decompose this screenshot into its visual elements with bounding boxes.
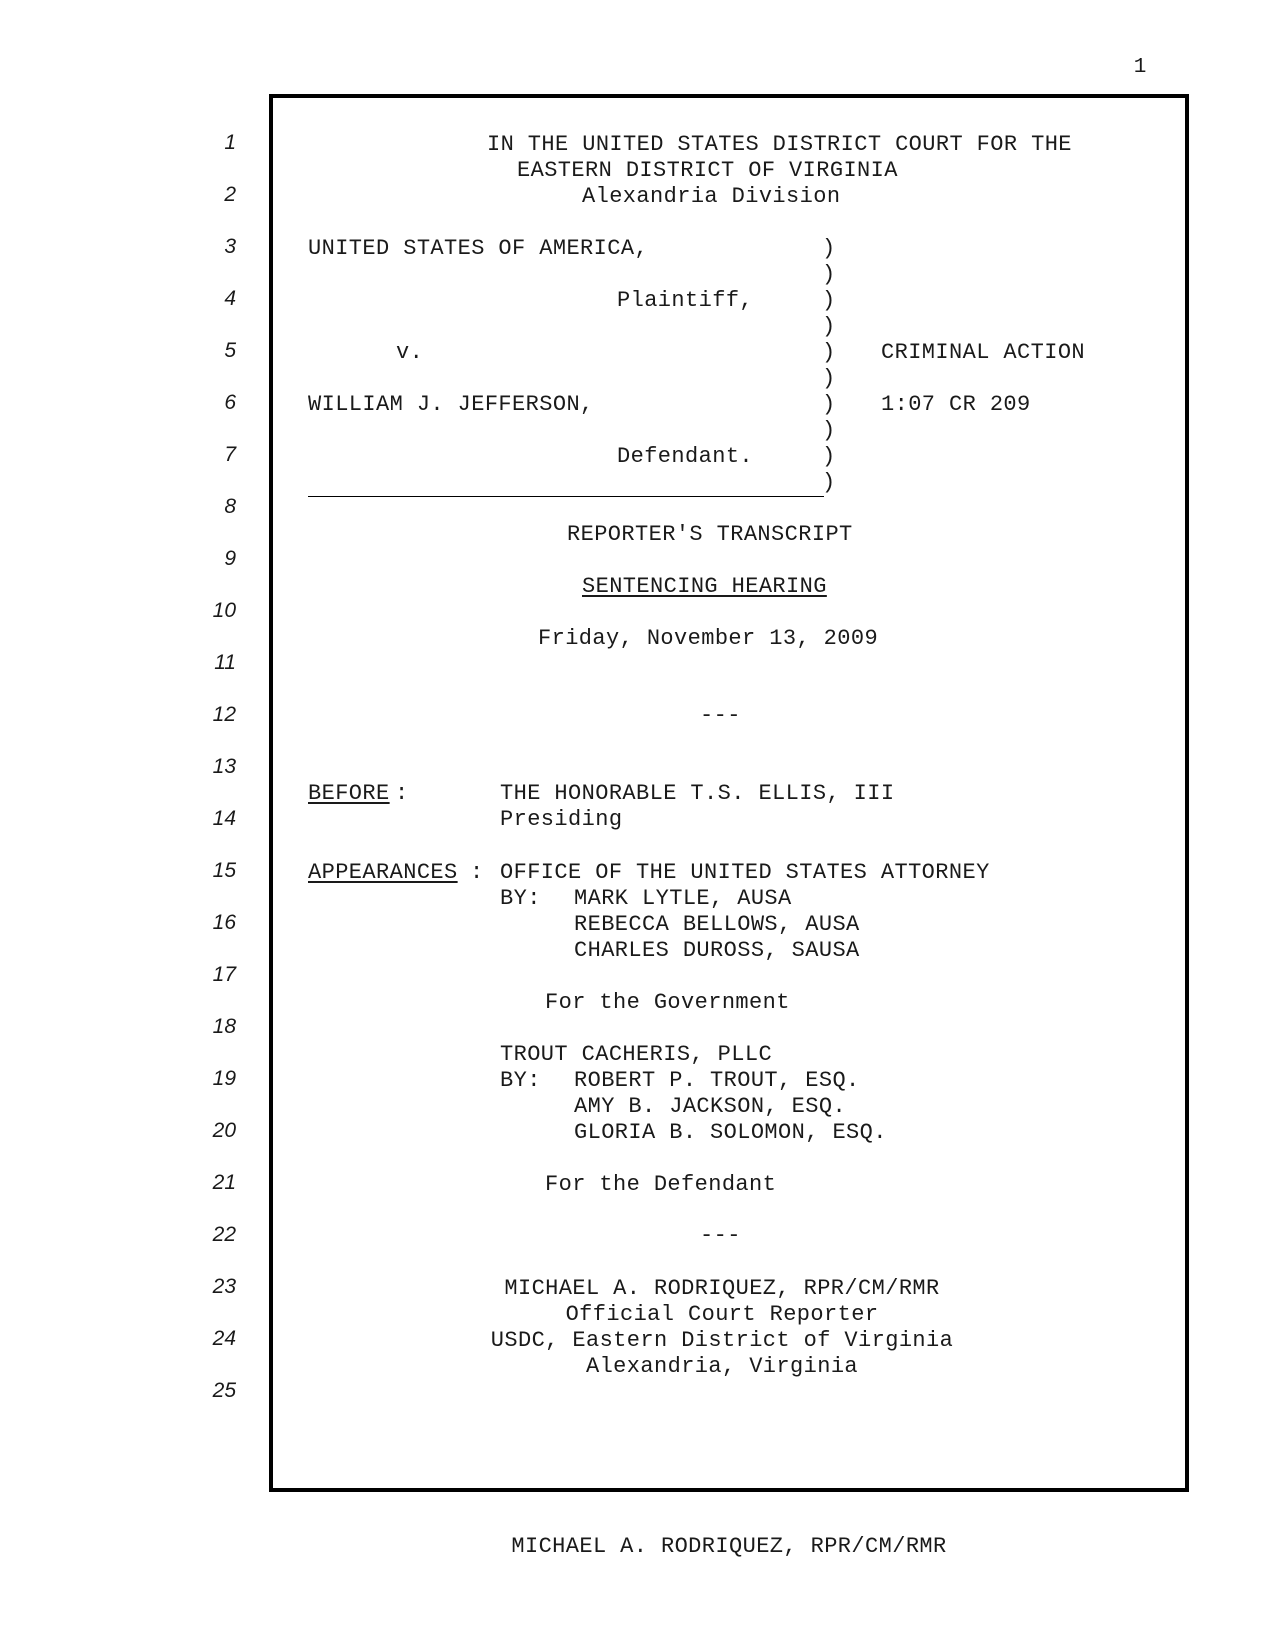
presiding: Presiding xyxy=(500,807,623,832)
caption-paren: ) xyxy=(822,392,836,417)
line-number: 15 xyxy=(212,859,236,882)
before-label: BEFORE xyxy=(308,781,390,806)
section-divider: --- xyxy=(700,703,741,728)
defense-attorney: GLORIA B. SOLOMON, ESQ. xyxy=(574,1120,887,1145)
caption-paren: ) xyxy=(822,288,836,313)
line-number: 16 xyxy=(212,911,236,934)
line-number: 24 xyxy=(212,1327,236,1350)
for-government: For the Government xyxy=(545,990,790,1015)
court-heading-line2: EASTERN DISTRICT OF VIRGINIA xyxy=(517,158,898,183)
before-colon: : xyxy=(395,781,409,806)
line-number: 2 xyxy=(224,183,236,206)
line-number: 11 xyxy=(214,651,236,674)
defense-attorney: ROBERT P. TROUT, ESQ. xyxy=(574,1068,860,1093)
line-number: 12 xyxy=(212,703,236,726)
caption-paren: ) xyxy=(822,418,836,443)
line-number: 9 xyxy=(224,547,236,570)
government-by: BY: xyxy=(500,886,541,911)
line-number: 13 xyxy=(212,755,236,778)
line-number: 8 xyxy=(224,495,236,518)
page-footer: MICHAEL A. RODRIQUEZ, RPR/CM/RMR xyxy=(511,1534,947,1559)
line-number: 4 xyxy=(224,287,236,310)
line-number: 19 xyxy=(212,1067,236,1090)
court-division: Alexandria Division xyxy=(582,184,841,209)
line-number: 6 xyxy=(224,391,236,414)
caption-paren: ) xyxy=(822,236,836,261)
for-defendant: For the Defendant xyxy=(545,1172,777,1197)
line-number: 7 xyxy=(224,443,236,466)
line-number: 20 xyxy=(212,1119,236,1142)
reporter-name: MICHAEL A. RODRIQUEZ, RPR/CM/RMR xyxy=(504,1276,940,1301)
government-office: OFFICE OF THE UNITED STATES ATTORNEY xyxy=(500,860,990,885)
caption-paren: ) xyxy=(822,470,836,495)
defense-firm: TROUT CACHERIS, PLLC xyxy=(500,1042,773,1067)
line-number: 21 xyxy=(212,1171,236,1194)
hearing-date: Friday, November 13, 2009 xyxy=(538,626,879,651)
plaintiff-role: Plaintiff, xyxy=(617,288,754,313)
caption-paren: ) xyxy=(822,340,836,365)
line-number: 23 xyxy=(212,1275,236,1298)
defense-by: BY: xyxy=(500,1068,541,1093)
government-attorney: REBECCA BELLOWS, AUSA xyxy=(574,912,860,937)
line-number: 22 xyxy=(212,1223,236,1246)
line-number: 5 xyxy=(224,339,236,362)
case-number: 1:07 CR 209 xyxy=(881,392,1031,417)
judge-name: THE HONORABLE T.S. ELLIS, III xyxy=(500,781,895,806)
caption-paren: ) xyxy=(822,444,836,469)
appearances-label: APPEARANCES xyxy=(308,860,458,885)
line-number: 10 xyxy=(212,599,236,622)
line-number: 25 xyxy=(212,1379,236,1402)
government-attorney: CHARLES DUROSS, SAUSA xyxy=(574,938,860,963)
section-divider: --- xyxy=(700,1223,741,1248)
defense-attorney: AMY B. JACKSON, ESQ. xyxy=(574,1094,847,1119)
hearing-title: SENTENCING HEARING xyxy=(582,574,827,599)
line-number: 17 xyxy=(212,963,236,986)
reporter-court: USDC, Eastern District of Virginia xyxy=(490,1328,954,1353)
defendant-name: WILLIAM J. JEFFERSON, xyxy=(308,392,594,417)
line-number: 1 xyxy=(224,131,236,154)
caption-underline xyxy=(308,496,824,497)
page-number: 1 xyxy=(1133,56,1147,79)
defendant-role: Defendant. xyxy=(617,444,754,469)
court-heading-line1: IN THE UNITED STATES DISTRICT COURT FOR THE xyxy=(487,132,1072,157)
caption-paren: ) xyxy=(822,366,836,391)
plaintiff-name: UNITED STATES OF AMERICA, xyxy=(308,236,649,261)
transcript-title: REPORTER'S TRANSCRIPT xyxy=(567,522,853,547)
caption-paren: ) xyxy=(822,262,836,287)
line-number: 3 xyxy=(224,235,236,258)
line-number-column xyxy=(180,0,240,1650)
reporter-title: Official Court Reporter xyxy=(565,1302,879,1327)
caption-paren: ) xyxy=(822,314,836,339)
appearances-colon: : xyxy=(470,860,484,885)
line-number: 18 xyxy=(212,1015,236,1038)
reporter-location: Alexandria, Virginia xyxy=(585,1354,859,1379)
versus: v. xyxy=(396,340,424,365)
government-attorney: MARK LYTLE, AUSA xyxy=(574,886,792,911)
criminal-action-label: CRIMINAL ACTION xyxy=(881,340,1086,365)
line-number: 14 xyxy=(212,807,236,830)
